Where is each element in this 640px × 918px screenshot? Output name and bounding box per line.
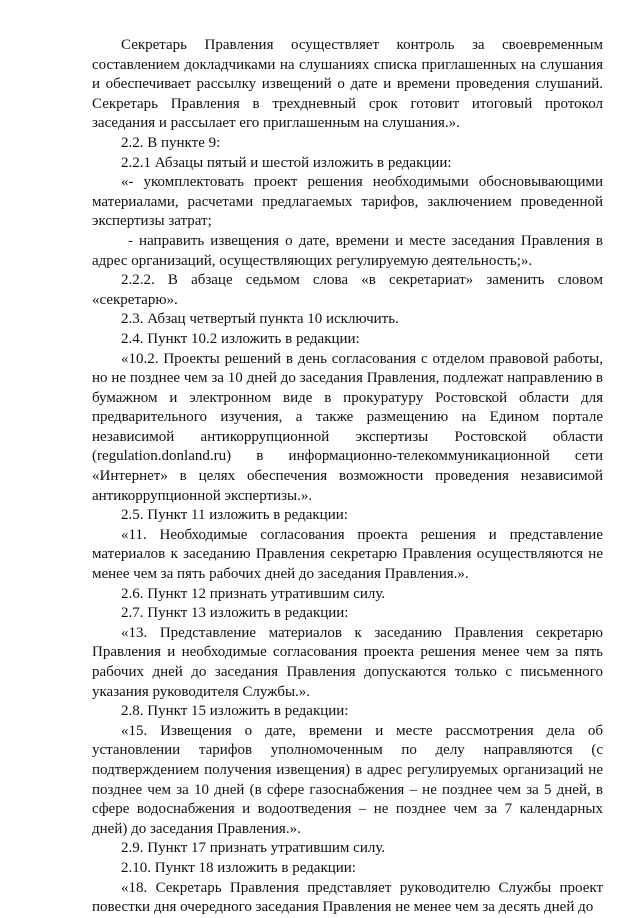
- paragraph-point-13: «13. Представление материалов к заседанию Правления секретарю Правления и необходимые согласования проекта решения менее чем за пять рабочих дней до заседания Правления допускаются только с письменного указания руководителя Службы.».: [92, 624, 603, 700]
- paragraph-point-15: «15. Извещения о дате, времени и месте рассмотрения дела об установлении тарифов уполномоченным по делу направляются (с подтверждением получения извещения) в адрес регулируемых организаций не позднее чем за 10 дней (в сфере газоснабжения – не позднее чем за 5 дней, в сфере водоснабжения и водоотведения – не позднее чем за 7 календарных дней) до заседания Правления.».: [92, 722, 603, 837]
- paragraph-complete-project: «- укомплектовать проект решения необходимыми обосновывающими материалами, расчетами предлагаемых тарифов, заключением проведенной экспертизы затрат;: [92, 174, 603, 230]
- paragraph-point-10-2: «10.2. Проекты решений в день согласования с отделом правовой работы, но не позднее чем за 10 дней до заседания Правления, подлежат направлению в бумажном и электронном виде в прокуратуру Ростовской области для предварительного изучения, а также размещению на Едином портале независимой антикоррупционной экспертизы Ростовской области (regulation.donland.ru) в информационно-телекоммуникационной сети «Интернет» в целях обеспечения возможности проведения независимой антикоррупционной экспертизы.».: [92, 350, 603, 504]
- paragraph-item-2-4: 2.4. Пункт 10.2 изложить в редакции:: [121, 330, 360, 347]
- paragraph-item-2-5: 2.5. Пункт 11 изложить в редакции:: [121, 507, 348, 524]
- paragraph-item-2-6: 2.6. Пункт 12 признать утратившим силу.: [121, 585, 386, 602]
- paragraph-point-18: «18. Секретарь Правления представляет руководителю Службы проект повестки дня очередного заседания Правления не менее чем за десять дней до: [92, 879, 603, 916]
- paragraph-item-2-7: 2.7. Пункт 13 изложить в редакции:: [121, 605, 349, 622]
- document-body: [92, 36, 603, 918]
- paragraph-item-2-9: 2.9. Пункт 17 признать утратившим силу.: [121, 840, 386, 857]
- paragraph-point-11: «11. Необходимые согласования проекта решения и представление материалов к заседанию Правления секретарю Правления осуществляются не менее чем за пять рабочих дней до заседания Правления.».: [92, 526, 603, 583]
- paragraph-item-2-2-1: 2.2.1 Абзацы пятый и шестой изложить в редакции:: [121, 154, 452, 171]
- paragraph-item-2-10: 2.10. Пункт 18 изложить в редакции:: [121, 859, 356, 876]
- paragraph-item-2-2-2: 2.2.2. В абзаце седьмом слова «в секретариат» заменить словом «секретарю».: [92, 272, 603, 308]
- paragraph-secretary-control: Секретарь Правления осуществляет контроль за своевременным составлением докладчиками на слушаниях списка приглашенных на слушания и обеспечивает рассылку извещений о дате и времени проведения слушаний. Секретарь Правления в трехдневный срок готовит итоговый протокол заседания и рассылает его приглашенным на слушания.».: [92, 37, 603, 132]
- paragraph-item-2-8: 2.8. Пункт 15 изложить в редакции:: [121, 703, 349, 720]
- paragraph-item-2-3: 2.3. Абзац четвертый пункта 10 исключить.: [121, 311, 399, 328]
- paragraph-send-notices: - направить извещения о дате, времени и месте заседания Правления в адрес организаций, осуществляющих регулируемую деятельность;».: [92, 232, 603, 269]
- paragraph-item-2-2: 2.2. В пункте 9:: [121, 134, 221, 151]
